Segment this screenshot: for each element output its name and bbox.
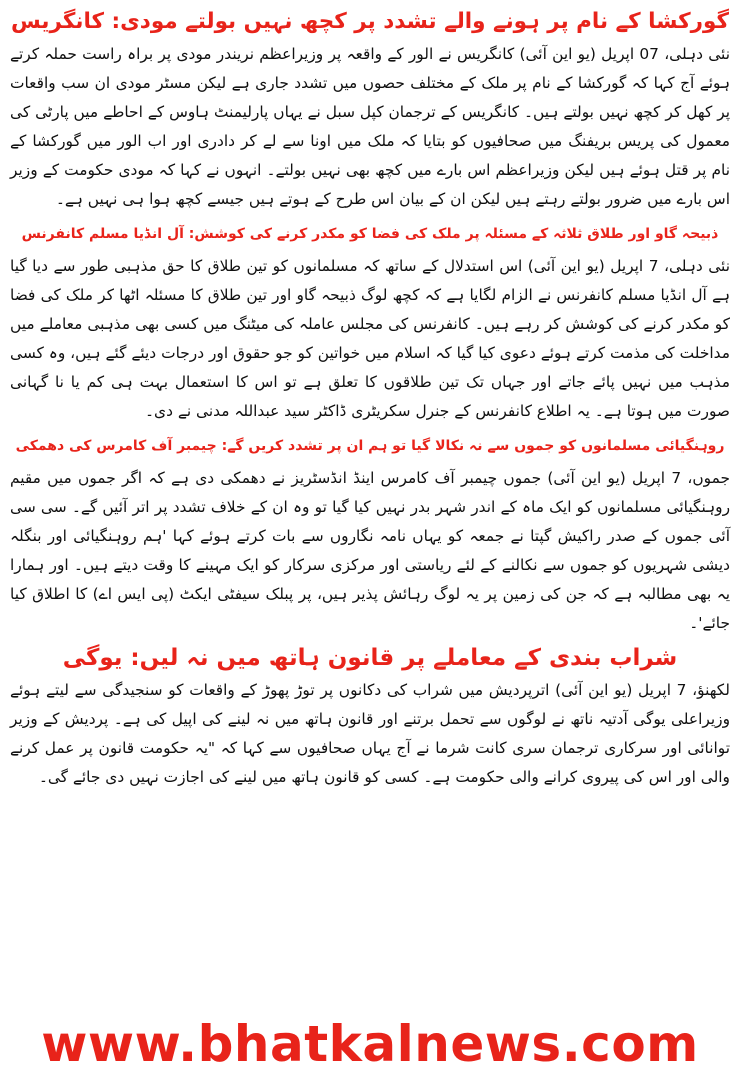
article-4-body: لکھنؤ، 7 اپریل (یو این آئی) اترپردیش میں شراب کی دکانوں پر توڑ پھوڑ کے واقعات کو سنجیدگی سے لیتے ہوئے وزیراعلی یوگی آدتیہ ناتھ نے لوگوں سے تحمل برتنے اور قانون ہاتھ میں نہ لینے کی اپیل کی ہے۔ پردیش کے وزیر توانائی اور سرکاری ترجمان سری کانت شرما نے آج یہاں صحافیوں سے کہا کہ "یہ حکومت قانون پر عمل کرنے والی اور اس کی پیروی کرانے والی حکومت ہے۔ کسی کو قانون ہاتھ میں لینے کی اجازت نہیں دی جائے گی۔: [10, 681, 730, 786]
site-url: www.bhatkalnews.com: [41, 1015, 699, 1073]
article-1-body: نئی دہلی، 07 اپریل (یو این آئی) کانگریس نے الور کے واقعہ پر وزیراعظم نریندر مودی پر براہ راست حملہ کرتے ہوئے آج کہا کہ گورکشا کے نام پر ملک کے مختلف حصوں میں تشدد جاری ہے لیکن مسٹر مودی ان سب واقعات پر کھل کر کچھ نہیں بولتے ہیں۔ کانگریس کے ترجمان کپل سبل نے یہاں پارلیمنٹ ہاوس کے احاطے میں پارٹی کی معمول کی پریس بریفنگ میں صحافیوں کو بتایا کہ ملک میں اونا سے لے کر دادری اور اب الور میں گورکشا کے نام پر قتل ہوئے ہیں لیکن وزیراعظم اس بارے میں کچھ بھی نہیں بولتے۔ انہوں نے کہا کہ مودی حکومت کے وزیر اس بارے میں ضرور بولتے رہتے ہیں لیکن ان کے بیان اس طرح کے ہوتے ہیں جیسے کچھ ہوا ہی نہیں ہے۔: [10, 45, 730, 208]
article-4-headline: شراب بندی کے معاملے پر قانون ہاتھ میں نہ لیں: یوگی: [62, 645, 678, 671]
article-2-headline: ذبیحہ گاو اور طلاق ثلاثہ کے مسئلہ پر ملک کی فضا کو مکدر کرنے کی کوشش: آل انڈیا مسلم کانفرنس: [21, 226, 719, 242]
article-2-body: نئی دہلی، 7 اپریل (یو این آئی) اس استدلال کے ساتھ کہ مسلمانوں کو تین طلاق کا حق مذہبی طور سے دیا گیا ہے آل انڈیا مسلم کانفرنس نے الزام لگایا ہے کہ کچھ لوگ ذبیحہ گاو اور تین طلاق کا مسئلہ اٹھا کر ملک کی فضا کو مکدر کرنے کی کوشش کر رہے ہیں۔ کانفرنس کی مجلس عاملہ کی میٹنگ میں کسی بھی مذہبی معاملے میں مداخلت کی مذمت کرتے ہوئے دعوی کیا گیا کہ اسلام میں خواتین کو جو حقوق اور درجات دیئے گئے ہیں، وہ کسی مذہب میں نہیں پائے جاتے اور جہاں تک تین طلاقوں کا تعلق ہے تو اس کا استعمال بہت ہی کم یا نا گہانی صورت میں ہوتا ہے۔ یہ اطلاع کانفرنس کے جنرل سکریٹری ڈاکٹر سید عبداللہ مدنی نے دی۔: [10, 257, 730, 420]
article-3-body: جموں، 7 اپریل (یو این آئی) جموں چیمبر آف کامرس اینڈ انڈسٹریز نے دھمکی دی ہے کہ اگر جموں میں مقیم روہنگیائی مسلمانوں کو ایک ماہ کے اندر شہر بدر نہیں کیا گیا تو وہ ان کے خلاف تشدد پر اتر آئیں گے۔ سی سی آئی جموں کے صدر راکیش گپتا نے جمعہ کو یہاں نامہ نگاروں سے بات کرتے ہوئے کہا 'ہم روہنگیائی اور بنگلہ دیشی شہریوں کو جموں سے نکالنے کے لئے ریاستی اور مرکزی سرکار کو ایک مہینے کا وقت دیتے ہیں۔ اور ہمارا یہ بھی مطالبہ ہے کہ جن کی زمین پر یہ لوگ رہائش پذیر ہیں، پر پبلک سیفٹی ایکٹ (پی ایس اے) کا اطلاق کیا جائے'۔: [10, 469, 731, 632]
article-1-headline: گورکشا کے نام پر ہونے والے تشدد پر کچھ نہیں بولتے مودی: کانگریس: [11, 9, 729, 34]
article-3-headline: روہنگیائی مسلمانوں کو جموں سے نہ نکالا گیا تو ہم ان پر تشدد کریں گے: چیمبر آف کامرس کی دھمکی: [15, 438, 725, 454]
